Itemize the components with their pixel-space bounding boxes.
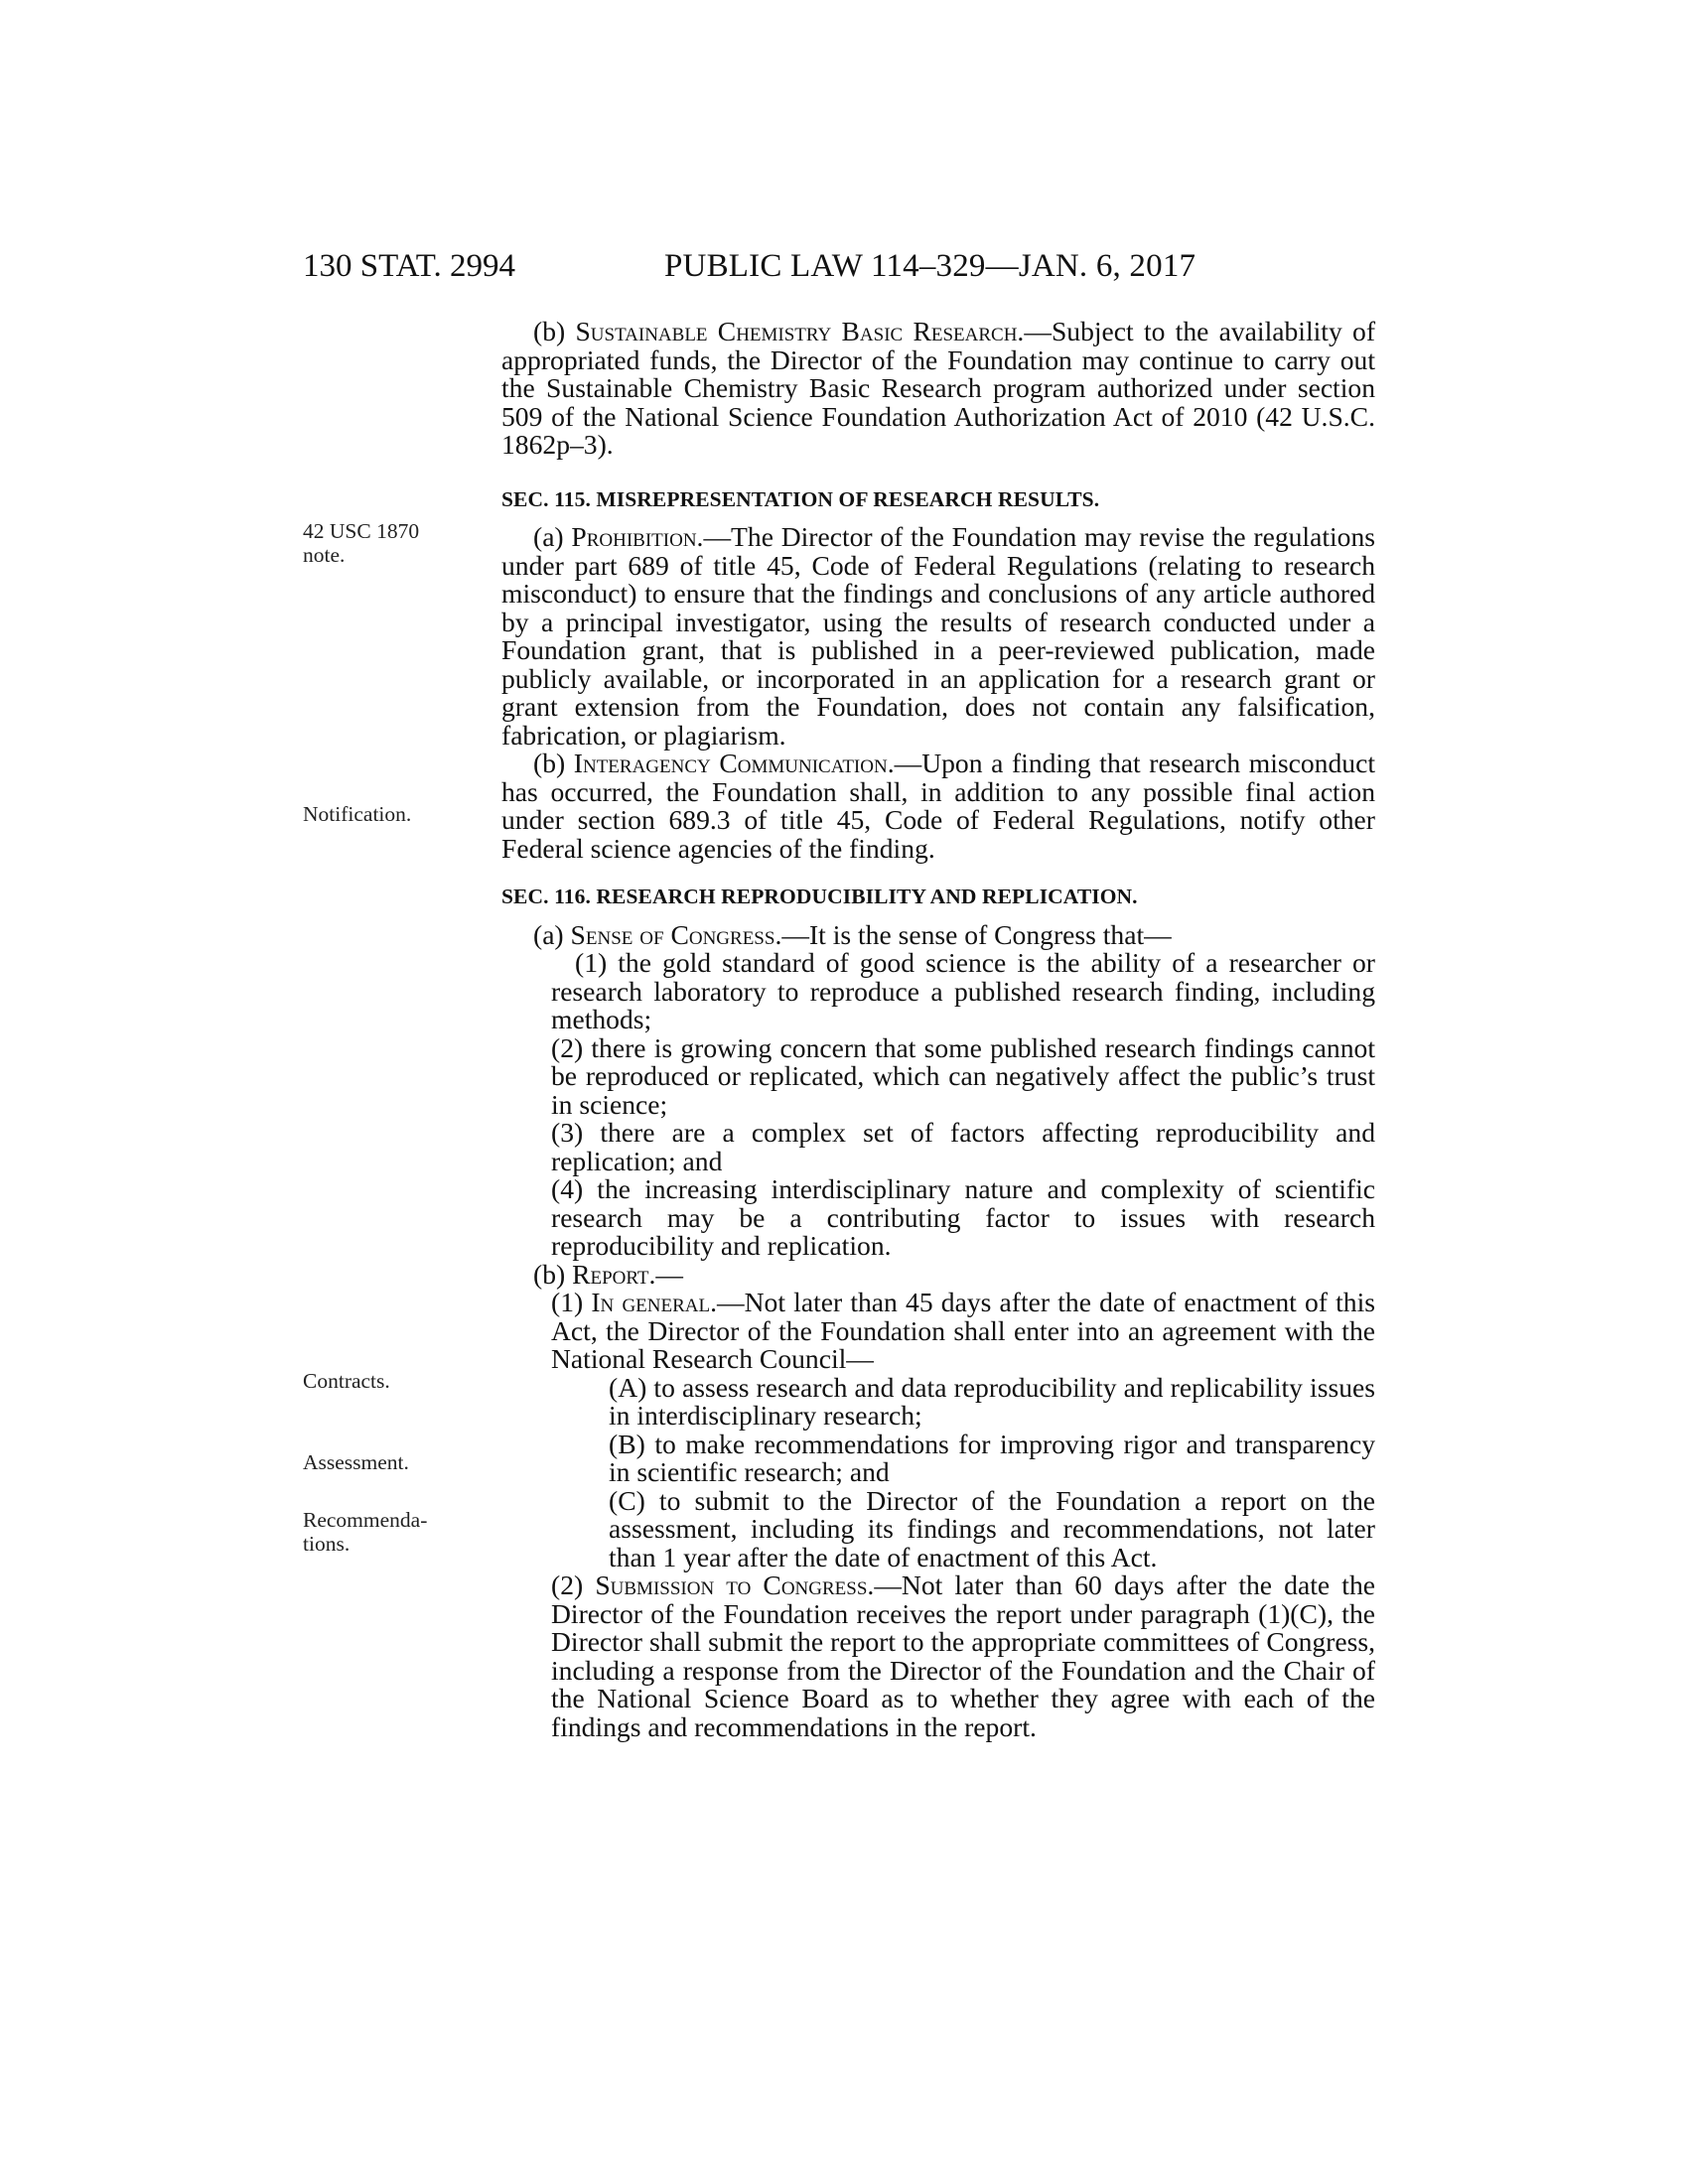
margin-note-recommendations xyxy=(303,1508,452,1556)
margin-note-assessment: Assessment. xyxy=(303,1450,409,1474)
subsection-heading: Sense of Congress. xyxy=(570,918,782,950)
margin-note-contracts: Contracts. xyxy=(303,1369,390,1393)
document-body xyxy=(501,318,1375,1741)
list-item: (B) to make recommendations for improving rigor and transparency in scientific research; and xyxy=(609,1428,1375,1487)
sec116-b-report: (b) Report.— xyxy=(533,1258,684,1290)
sec116-b-2-submission: (2) Submission to Congress.—Not later than 60 days after the date the Director of the Foundation receives the report under paragraph (1)(C), the Director shall submit the report to the appropriate committees of Congress, including a response from the Director of the Foundation and the Chair of the National Science Board as to whether they agree with each of the findings and recommendations in the report. xyxy=(551,1570,1375,1742)
running-header xyxy=(303,248,1375,288)
list-item: (3) there are a complex set of factors affecting reproducibility and replication; and xyxy=(551,1117,1375,1176)
margin-note-usc-cite: 42 USC 1870 xyxy=(303,519,420,543)
margin-note-usc xyxy=(303,519,452,567)
list-item: (2) there is growing concern that some published research findings cannot be reproduced or replicated, which can negatively affect the public’s trust in science; xyxy=(551,1031,1375,1120)
margin-note-usc-note: note. xyxy=(303,543,346,567)
page-stat-number: 130 STAT. 2994 xyxy=(303,248,516,284)
sec115-a-prohibition: (a) Prohibition.—The Director of the Foundation may revise the regulations under part 689 of title 45, Code of Federal Regulations (relating to research misconduct) to ensure that the findings and conclusions of any article authored by a principal investigator, using the results of research conducted under a Foundation grant, that is published in a peer-reviewed publication, made publicly available, or incorporated in an application for a research grant or grant extension from the Foundation, does not contain any falsification, fabrication, or plagiarism. xyxy=(501,521,1375,751)
paragraph-heading: In general. xyxy=(591,1287,717,1317)
section-115-heading: SEC. 115. MISREPRESENTATION OF RESEARCH RESULTS. xyxy=(501,486,1100,511)
sec115-b-interagency: (b) Interagency Communication.—Upon a finding that research misconduct has occurred, the Foundation shall, in addition to any possible final action under section 689.3 of title 45, Code of Federal Regulations, notify other Federal science agencies of the finding. xyxy=(501,748,1375,864)
margin-note-notification: Notification. xyxy=(303,802,412,826)
subsection-heading: Sustainable Chemistry Basic Research. xyxy=(575,316,1025,346)
page-title: PUBLIC LAW 114–329—JAN. 6, 2017 xyxy=(664,248,1196,284)
subsection-heading: Report. xyxy=(572,1258,656,1290)
list-item: (A) to assess research and data reproducibility and replicability issues in interdisciplinary research; xyxy=(609,1371,1375,1431)
margin-note-recommendations-line2: tions. xyxy=(303,1532,351,1556)
margin-note-recommendations-line1: Recommenda- xyxy=(303,1508,428,1532)
subsection-heading: Prohibition. xyxy=(571,521,704,552)
list-item: (1) the gold standard of good science is the ability of a researcher or research laboratory to reproduce a published research finding, including methods; xyxy=(551,947,1375,1034)
paragraph-b-sustainable-chemistry: (b) Sustainable Chemistry Basic Research.—Subject to the availability of appropriated funds, the Director of the Foundation may continue to carry out the Sustainable Chemistry Basic Research program authorized under section 509 of the National Science Foundation Authorization Act of 2010 (42 U.S.C. 1862p–3). xyxy=(501,316,1376,460)
section-116-heading: SEC. 116. RESEARCH REPRODUCIBILITY AND REPLICATION. xyxy=(501,885,1138,908)
subsection-heading: Interagency Communication. xyxy=(573,748,895,778)
list-item: (C) to submit to the Director of the Foundation a report on the assessment, including its findings and recommendations, not later than 1 year after the date of enactment of this Act. xyxy=(609,1484,1375,1572)
sec116-b-1-in-general: (1) In general.—Not later than 45 days after the date of enactment of this Act, the Director of the Foundation shall enter into an agreement with the National Research Council— xyxy=(551,1287,1375,1374)
list-item: (4) the increasing interdisciplinary nature and complexity of scientific research may be a contributing factor to issues with research reproducibility and replication. xyxy=(551,1173,1375,1261)
paragraph-heading: Submission to Congress. xyxy=(595,1570,875,1600)
sec116-a-sense-of-congress: (a) Sense of Congress.—It is the sense of Congress that— xyxy=(533,918,1172,950)
